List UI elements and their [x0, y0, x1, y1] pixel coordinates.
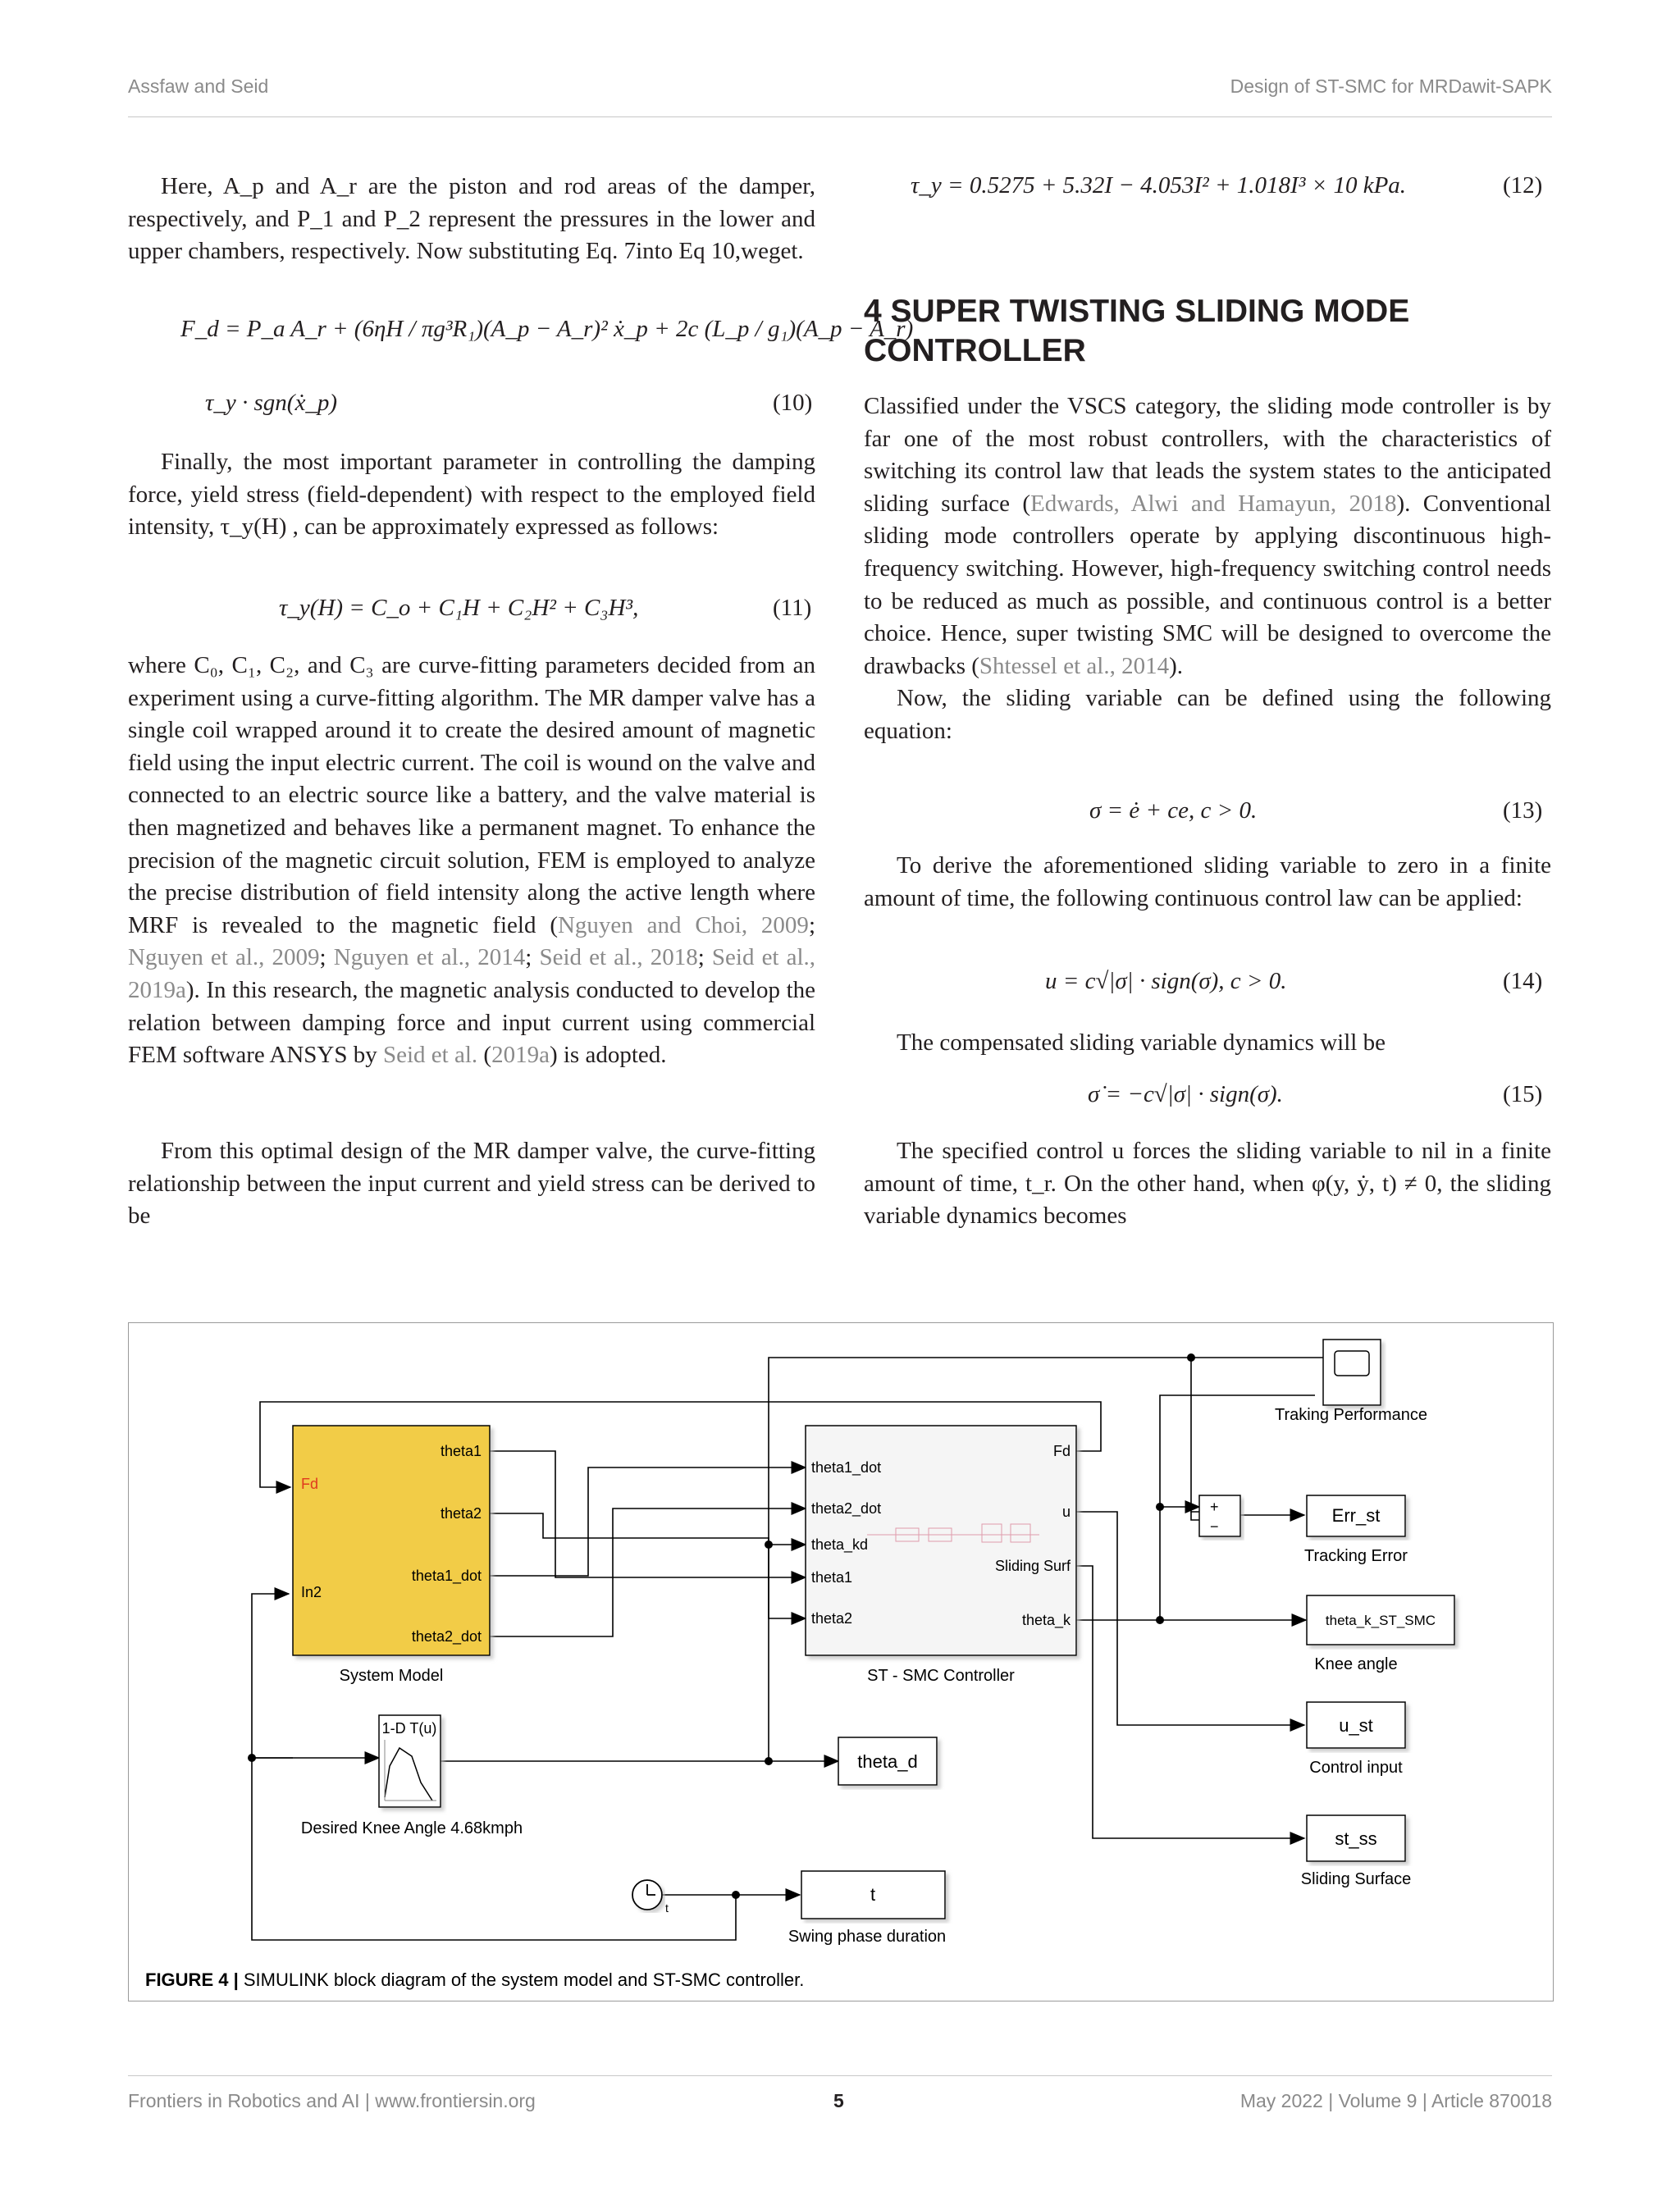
port-out-sliding-surf: Sliding Surf: [994, 1558, 1071, 1574]
theta-d-label: theta_d: [857, 1751, 918, 1772]
port-in-theta2: theta2: [811, 1610, 853, 1627]
equation-10-line-1: F_d = P_a A_r + (6ηH / πg³R₁)(A_p − A_r)² ẋ_p + 2c (L_p / g₁)(A_p − A_r): [180, 316, 914, 342]
equation-11: τ_y(H) = C_o + C₁H + C₂H² + C₃H³,: [279, 595, 639, 621]
left-paragraph-1: Here, A_p and A_r are the piston and rod areas of the damper, respectively, and P_1 and P_2 represent the pressures in the lower and upper chambers, respectively. Now substituting Eq. 7into Eq 10,weget.: [128, 173, 815, 265]
controller-label: ST - SMC Controller: [867, 1667, 1015, 1685]
port-in-theta2-dot: theta2_dot: [811, 1500, 882, 1517]
knee-angle-label: Knee angle: [1314, 1655, 1398, 1673]
system-model-label: System Model: [339, 1667, 444, 1685]
lookup-label: Desired Knee Angle 4.68kmph: [300, 1819, 523, 1837]
citation-link[interactable]: Seid et al., 2019a: [128, 944, 816, 1003]
control-input-label: Control input: [1309, 1759, 1403, 1777]
left-paragraph-3: where C₀, C₁, C₂, and C₃ are curve-fitting parameters decided from an experiment using a curve-fitting algorithm. The MR damper valve has a single coil wrapped around it to create the desired amount of magnetic field using the input electric current. The coil is wound on the valve and connected to an electric source like a battery, and the valve material is then magnetized and behaves like a permanent magnet. To enhance the precision of the magnetic circuit solution, FEM is employed to analyze the precise distribution of field intensity along the active length where MRF is revealed to the magnetic field (Nguyen and Choi, 2009; Nguyen et al., 2009; Nguyen et al., 2014; Seid et al., 2018; Seid et al., 2019a). In this research, the magnetic analysis conducted to develop the relation between damping force and input current using commercial FEM software ANSYS by Seid et al. (2019a) is adopted.: [128, 652, 816, 1069]
citation-link[interactable]: Nguyen and Choi, 2009: [557, 911, 809, 938]
citation-link[interactable]: Nguyen et al., 2014: [333, 944, 526, 971]
citation-link[interactable]: Seid et al.: [382, 1042, 478, 1069]
t-block-label: t: [870, 1884, 876, 1905]
port-in-theta1: theta1: [811, 1569, 853, 1586]
right-paragraph-5: The specified control u forces the sliding variable to nil in a finite amount of time, t_r. On the other hand, when φ(y, ẏ, t) ≠ 0, the sliding variable dynamics becomes: [864, 1138, 1551, 1230]
port-theta2-dot: theta2_dot: [411, 1628, 482, 1645]
equation-13: σ = ė + ce, c > 0.: [1089, 797, 1258, 824]
simulink-diagram: [129, 1323, 1553, 2001]
left-paragraph-2: Finally, the most important parameter in controlling the damping force, yield stress (field-dependent) with respect to the employed field intensity, τ_y(H) , can be approximately expressed as follows:: [128, 449, 815, 541]
equation-10-number: (10): [773, 390, 813, 416]
port-in2: In2: [301, 1584, 322, 1600]
equation-15: σ̇ = −c√|σ| · sign(σ).: [1088, 1081, 1283, 1107]
knee-block-label: theta_k_ST_SMC: [1325, 1613, 1436, 1628]
port-theta1-dot: theta1_dot: [411, 1568, 482, 1584]
equation-15-number: (15): [1503, 1081, 1543, 1107]
system-model-block: [293, 1426, 490, 1655]
citation-link[interactable]: Nguyen et al., 2009: [128, 944, 320, 971]
port-in-theta1-dot: theta1_dot: [811, 1459, 882, 1476]
page-number: 5: [833, 2090, 844, 2111]
citation-link[interactable]: Edwards, Alwi and Hamayun, 2018: [1030, 490, 1397, 517]
right-paragraph-1: Classified under the VSCS category, the sliding mode controller is by far one of the most robust controllers, with the characteristics of switching its control law that leads the system states to the anticipated sliding surface (Edwards, Alwi and Hamayun, 2018). Conventional sliding mode controllers operate by applying discontinuous high-frequency switching. However, high-frequency switching control needs to be reduced as much as possible, and continuous control is a better choice. Hence, super twisting SMC will be designed to overcome the drawbacks (Shtessel et al., 2014). Now, the sliding variable can be defined using the following equation:: [864, 390, 1551, 748]
citation-link[interactable]: Seid et al., 2018: [539, 944, 698, 971]
figure-caption: FIGURE 4 | SIMULINK block diagram of the system model and ST-SMC controller.: [145, 1970, 805, 1990]
port-theta1: theta1: [440, 1443, 482, 1459]
port-theta2: theta2: [440, 1505, 482, 1522]
equation-12-number: (12): [1503, 172, 1543, 199]
sum-minus: −: [1210, 1518, 1219, 1535]
scope-label: Traking Performance: [1275, 1406, 1427, 1424]
port-out-u: u: [1061, 1504, 1071, 1520]
running-header-authors: Assfaw and Seid: [128, 75, 269, 97]
u-st-label: u_st: [1339, 1715, 1373, 1736]
equation-10-line-2: τ_y · sgn(ẋ_p): [205, 390, 337, 416]
port-in-theta-kd: theta_kd: [811, 1536, 869, 1553]
citation-link[interactable]: 2019a: [491, 1042, 550, 1069]
port-out-theta-k: theta_k: [1021, 1612, 1071, 1628]
right-paragraph-4: The compensated sliding variable dynamics will be: [897, 1029, 1386, 1056]
right-paragraph-3: To derive the aforementioned sliding variable to zero in a finite amount of time, the following continuous control law can be applied:: [864, 852, 1551, 911]
equation-14: u = c√|σ| · sign(σ), c > 0.: [1045, 968, 1287, 994]
footer-issue: May 2022 | Volume 9 | Article 870018: [1239, 2090, 1552, 2111]
st-ss-label: st_ss: [1335, 1828, 1377, 1849]
equation-11-number: (11): [773, 595, 812, 621]
tracking-error-label: Tracking Error: [1304, 1547, 1408, 1565]
figure-4: [128, 1322, 1554, 2001]
clock-label: t: [665, 1901, 669, 1915]
citation-link[interactable]: Shtessel et al., 2014: [979, 652, 1170, 679]
port-fd: Fd: [301, 1476, 319, 1492]
footer-journal[interactable]: Frontiers in Robotics and AI | www.frontiersin.org: [128, 2090, 536, 2111]
left-paragraph-4: From this optimal design of the MR damper valve, the curve-fitting relationship between the input current and yield stress can be derived to be: [128, 1138, 815, 1230]
right-paragraph-2: Now, the sliding variable can be defined using the following equation:: [864, 685, 1551, 744]
header-rule: [128, 116, 1552, 117]
equation-14-number: (14): [1503, 968, 1543, 994]
footer-rule: [128, 2075, 1552, 2076]
err-st-label: Err_st: [1331, 1505, 1381, 1526]
section-heading: 4 SUPER TWISTING SLIDING MODE CONTROLLER: [864, 294, 1410, 368]
equation-12: τ_y = 0.5275 + 5.32I − 4.053I² + 1.018I³ × 10 kPa.: [911, 172, 1407, 199]
swing-phase-label: Swing phase duration: [788, 1928, 947, 1946]
equation-13-number: (13): [1503, 797, 1543, 824]
sum-plus: +: [1210, 1499, 1219, 1515]
clock-icon: [632, 1880, 662, 1910]
sliding-surface-label: Sliding Surface: [1300, 1870, 1412, 1888]
sum-block: [1199, 1495, 1240, 1536]
running-header-title: Design of ST-SMC for MRDawit-SAPK: [1230, 75, 1552, 97]
port-out-fd: Fd: [1052, 1443, 1071, 1459]
lookup-title: 1-D T(u): [381, 1720, 437, 1737]
